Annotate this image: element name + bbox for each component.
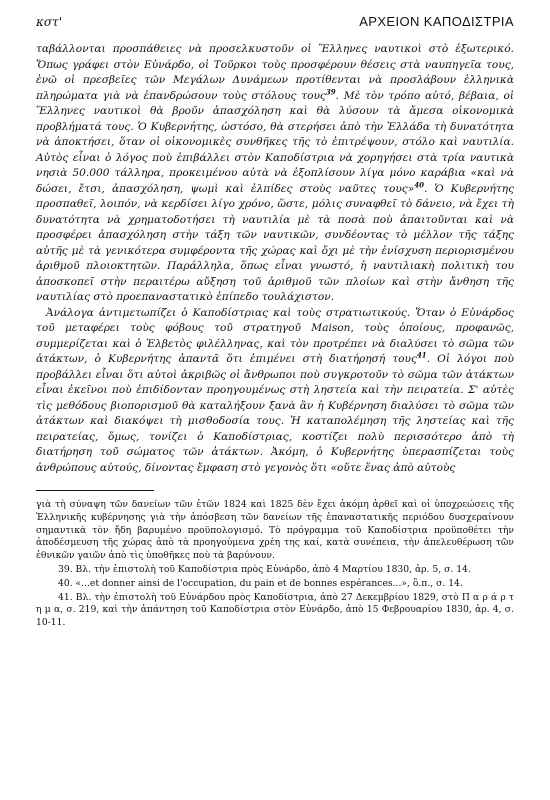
paragraph-2-part-b: . Οἱ λόγοι ποὺ προβάλλει εἶναι ὅτι αὐτοὶ ἀκριβῶς οἱ ἄνθρωποι ποὺ συγκροτοῦν τὸ σῶμα τῶν ἀτάκτων εἶναι ἐκεῖνοι ποὺ ἐπιδίδονταν προηγουμένως στὴ ληστεία καὶ τὴν πειρατεία. Σ' αὐτὲς τὶς μεθόδους βιοπορισμοῦ θὰ καταλήξουν ξανὰ ἂν ἡ Κυβέρνηση διαλύσει τὸ σῶμα τῶν ἀτάκτων καὶ διακόψει τὴ μισθοδοσία τους. Ἡ καταπολέμηση τῆς ληστείας καὶ τῆς πειρατείας, ὅμως, τονίζει ὁ Καποδίστριας, κοστίζει πολὺ περισσότερο ἀπὸ τὴ διατήρηση τοῦ σώματος τῶν ἀτάκτων. Ἀκόμη, ὁ Κυβερνήτης ὑπερασπίζεται τοὺς ἀνθρώπους αὐτούς, δίνοντας ἔμφαση στὸ γεγονὸς ὅτι «οὔτε ἕνας ἀπὸ αὐτοὺς xyxy=(36,353,514,474)
paragraph-1-part-b: . Μὲ τὸν τρόπο αὐτό, βέβαια, οἱ Ἕλληνες ναυτικοὶ θὰ βροῦν ἀπασχόληση καὶ θὰ λύσουν τὰ ἄμεσα οἰκονομικὰ προβλήματά τους. Ὁ Κυβερνήτης, ὡστόσο, θὰ στερήσει ἀπὸ τὴν Ἑλλάδα τὴ δυνατότητα νὰ ἀποκτήσει, ὅταν οἱ οἰκονομικὲς συνθῆκες τῆς τὸ ἐπιτρέψουν, στόλο καὶ ναυτιλία. Αὐτὸς εἶναι ὁ λόγος ποὺ ἐπιβάλλει στὸν Καποδίστρια νὰ χορηγήσει στὰ τρία ναυτικὰ νησιὰ 50.000 τάλληρα, προκειμένου αὐτὰ νὰ ἐξοπλίσουν λίγα μόνο καράβια «καὶ νὰ δώσει, ἔτσι, ἀπασχόληση, ψωμὶ καὶ ἐλπίδες στοὺς ναῦτες τους» xyxy=(36,89,514,195)
page-header xyxy=(36,14,514,36)
footnote-39: 39. Βλ. τὴν ἐπιστολὴ τοῦ Καποδίστρια πρὸς Εὐνάρδο, ἀπὸ 4 Μαρτίου 1830, ἀρ. 5, σ. 14. xyxy=(58,563,471,575)
footnotes xyxy=(36,499,514,630)
main-text xyxy=(36,42,514,476)
running-title: ΑΡΧΕΙΟΝ ΚΑΠΟΔΙΣΤΡΙΑ xyxy=(359,14,514,29)
footnote-ref-39[interactable]: 39 xyxy=(325,86,336,96)
footnote-continuation: γιὰ τὴ σύναψη τῶν δανείων τῶν ἐτῶν 1824 καὶ 1825 δὲν ἔχει ἀκόμη ἀρθεῖ καὶ οἱ ὑποχρεώσεις τῆς Ἑλληνικῆς κυβέρνησης γιὰ τὴν ἀπόσβεση τῶν δανείων τῆς ἐπαναστατικῆς περιόδου δυσχεραίνουν σημαντικὰ τὸν ἤδη βαρυμένο προϋπολογισμό. Τὸ πρόγραμμα τοῦ Καποδίστρια προϋποθέτει τὴν ἀποδέσμευση τῆς χώρας ἀπὸ τὰ προηγούμενα χρέη της καί, κατὰ συνέπεια, τὴν ἀπελευθέρωση τῶν ἐθνικῶν γαιῶν ἀπὸ τὶς ὑποθῆκες ποὺ τὰ βαρύνουν. xyxy=(36,499,514,562)
paragraph-1-part-c: . Ὁ Κυβερνήτης προσπαθεῖ, λοιπόν, νὰ κερδίσει λίγο χρόνο, ὥστε, μόλις συναφθεῖ τὸ δάνειο, νὰ ἔχει τὴ δυνατότητα νὰ χρηματοδοτήσει τὴ ναυτιλία μὲ τὰ ποσὰ ποὺ ἀπαιτοῦνται καὶ νὰ προσφέρει ἀπασχόληση στὴν τάξη τῶν ναυτικῶν, συνδέοντας τὸ μέλλον τῆς τάξης αὐτῆς μὲ τὰ γενικότερα συμφέροντα τῆς χώρας καὶ ὄχι μὲ τὴν ἐνίσχυση περιορισμένου ἀριθμοῦ πλοιοκτητῶν. Παράλληλα, ὅπως εἶναι γνωστό, ἡ ναυτιλιακὴ πολιτικὴ του ἀποσκοπεῖ στὴν περαιτέρω αὔξηση τοῦ ἀριθμοῦ τῶν πλοίων καὶ στὴν ἄνθηση τῆς ναυτιλίας στὸ προεπαναστατικὸ ἐπίπεδο τουλάχιστον. xyxy=(36,182,514,303)
footnote-ref-40[interactable]: 40 xyxy=(414,179,424,189)
footnote-separator xyxy=(36,490,154,491)
paragraph-1-part-a: ταβάλλονται προσπάθειες νὰ προσελκυστοῦν οἱ Ἕλληνες ναυτικοὶ στὸ ἐξωτερικό. Ὅπως γράφει στὸν Εὐνάρδο, οἱ Τοῦρκοι τοὺς προσφέρουν θέσεις στὰ ναυπηγεῖα τους, ἐνῶ οἱ πρεσβεῖες τῶν Μεγάλων Δυνάμεων προτίθενται νὰ προσλάβουν ἑλληνικὰ πληρώματα γιὰ νὰ ἐπανδρώσουν τοὺς στόλους τους xyxy=(36,43,514,102)
paragraph-2-part-a: Ἀνάλογα ἀντιμετωπίζει ὁ Καποδίστριας καὶ τοὺς στρατιωτικούς. Ὅταν ὁ Εὐνάρδος τοῦ μεταφέρει τοὺς φόβους τοῦ στρατηγοῦ Maison, τοὺς ὁποίους, προφανῶς, συμμερίζεται καὶ ὁ Ἐλβετὸς φιλέλληνας, καὶ τὸν προτρέπει νὰ διαλύσει τὸ σῶμα τῶν ἀτάκτων, ὁ Κυβερνήτης ἀπαντᾶ ὅτι ἐπιμένει στὴ διατήρησή τους xyxy=(36,306,514,365)
footnote-ref-41[interactable]: 41 xyxy=(416,350,427,360)
page-number: κστ' xyxy=(36,15,62,29)
paragraph-1 xyxy=(36,42,514,306)
footnote-40: 40. «...et donner ainsi de l'occupation, du pain et de bonnes espérances...», ὅ.π., σ. 14. xyxy=(58,577,463,589)
footnote-41: 41. Βλ. τὴν ἐπιστολὴ τοῦ Εὐνάρδου πρὸς Καποδίστρια, ἀπὸ 27 Δεκεμβρίου 1829, στὸ Π α ρ ά ρ τ η μ α, σ. 219, καὶ τὴν ἀπάντηση τοῦ Καποδίστρια στὸν Εὐνάρδο, ἀπὸ 15 Φεβρουαρίου 1830, ἀρ. 4, σ. 10-11. xyxy=(36,591,514,629)
paragraph-2 xyxy=(36,306,514,477)
